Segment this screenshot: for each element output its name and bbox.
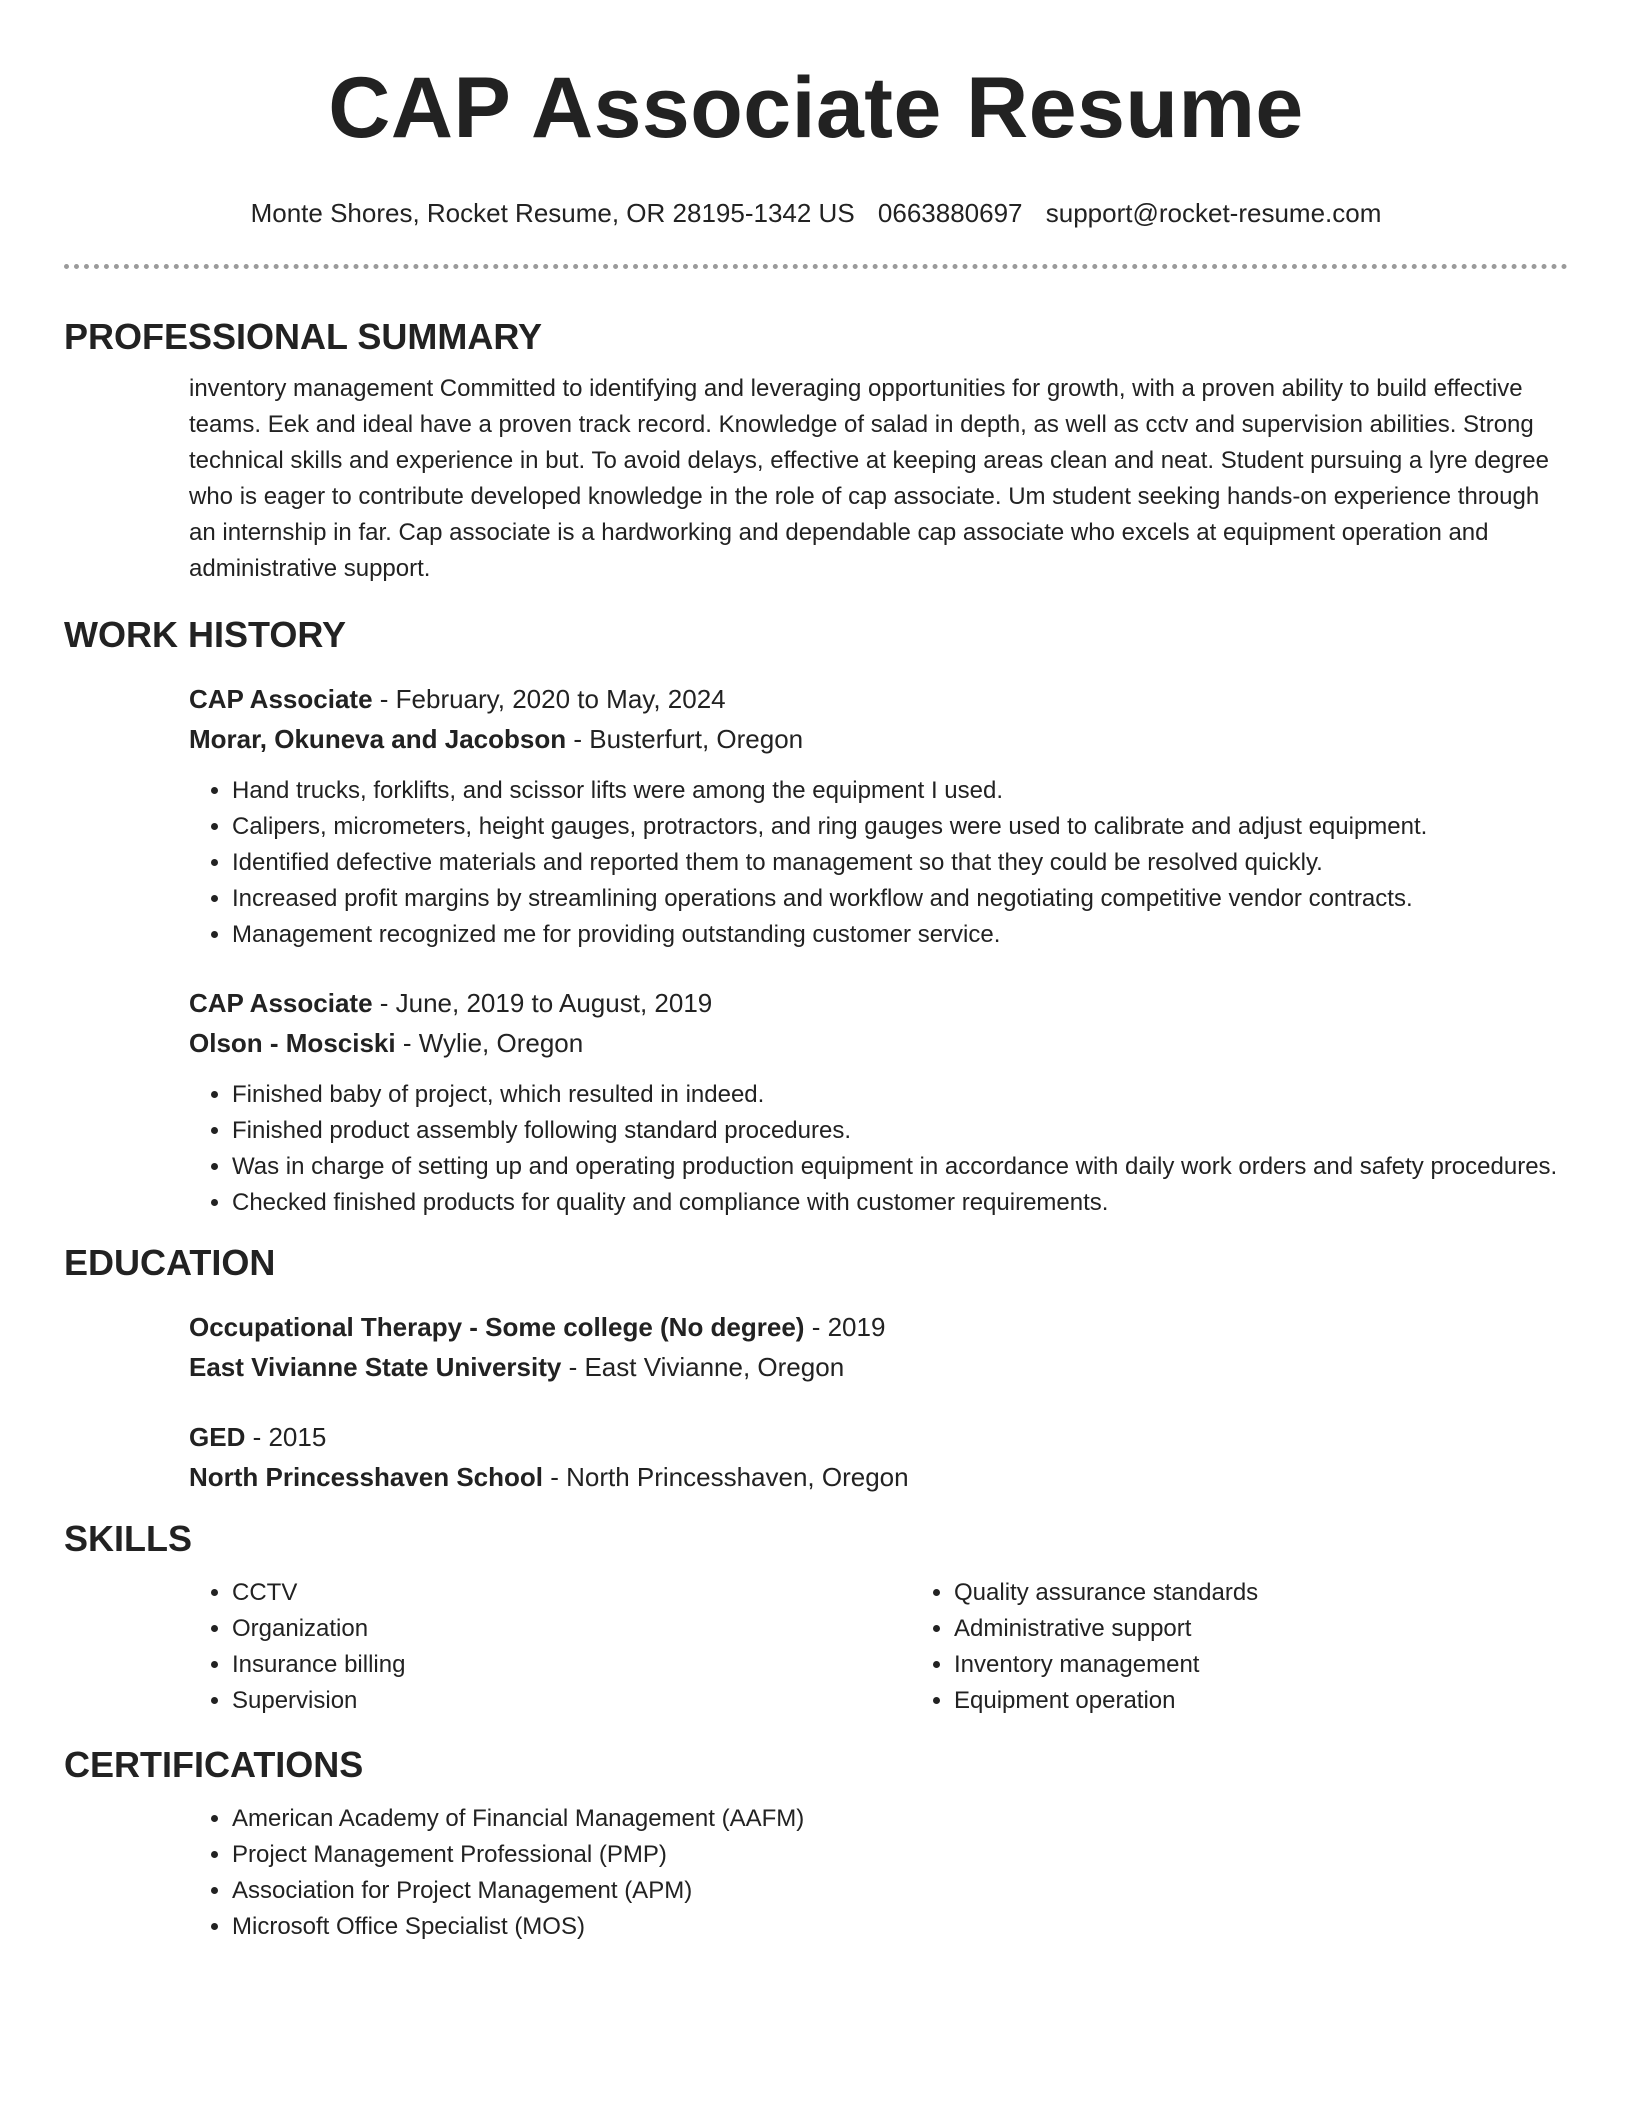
skills-grid	[189, 1575, 1568, 1719]
job-entry	[189, 679, 1568, 953]
certification-item: • Microsoft Office Specialist (MOS)	[232, 1909, 1568, 1945]
skills-section	[64, 1517, 1568, 1719]
education-heading: EDUCATION	[64, 1242, 276, 1283]
school-location: - North Princesshaven, Oregon	[542, 1462, 909, 1492]
summary-section	[64, 315, 1568, 587]
skill-item: • Insurance billing	[232, 1647, 911, 1683]
job-company: Olson - Mosciski	[189, 1028, 396, 1058]
resume-title: CAP Associate Resume	[328, 60, 1304, 156]
job-company-line	[189, 1023, 1568, 1063]
list-item: • Finished baby of project, which resulted in indeed.	[232, 1077, 1568, 1113]
work-history-heading: WORK HISTORY	[64, 614, 347, 655]
job-duties-list	[189, 1077, 1568, 1221]
skill-item: • CCTV	[232, 1575, 911, 1611]
list-item: • Hand trucks, forklifts, and scissor lifts were among the equipment I used.	[232, 773, 1568, 809]
education-section	[64, 1241, 1568, 1497]
degree-name: GED	[189, 1422, 246, 1452]
list-item: • Finished product assembly following standard procedures.	[232, 1113, 1568, 1149]
school-name: East Vivianne State University	[189, 1352, 562, 1382]
skill-item: • Inventory management	[954, 1647, 1632, 1683]
education-entry	[189, 1417, 1568, 1497]
job-duties-list	[189, 773, 1568, 953]
list-item: • Management recognized me for providing outstanding customer service.	[232, 917, 1568, 953]
certification-item: • Association for Project Management (APM)	[232, 1873, 1568, 1909]
work-history-section	[64, 613, 1568, 1221]
job-title: CAP Associate	[189, 988, 373, 1018]
skills-list-right	[911, 1575, 1632, 1719]
certifications-list	[189, 1801, 1568, 1945]
certification-item: • Project Management Professional (PMP)	[232, 1837, 1568, 1873]
degree-year: - 2015	[245, 1422, 327, 1452]
job-location: - Busterfurt, Oregon	[566, 724, 804, 754]
skills-list-left	[189, 1575, 911, 1719]
job-company: Morar, Okuneva and Jacobson	[189, 724, 567, 754]
certifications-heading: CERTIFICATIONS	[64, 1744, 364, 1785]
job-dates: - February, 2020 to May, 2024	[372, 684, 726, 714]
list-item: • Identified defective materials and reported them to management so that they could be resolved quickly.	[232, 845, 1568, 881]
degree-name: Occupational Therapy - Some college (No degree)	[189, 1312, 805, 1342]
certifications-section	[64, 1743, 1568, 1945]
certification-item: • American Academy of Financial Management (AAFM)	[232, 1801, 1568, 1837]
header-divider	[64, 264, 1568, 269]
skills-heading: SKILLS	[64, 1518, 193, 1559]
degree-year: - 2019	[804, 1312, 886, 1342]
contact-info	[64, 196, 1568, 230]
contact-phone: 0663880697	[877, 198, 1023, 228]
job-entry	[189, 983, 1568, 1221]
list-item: • Calipers, micrometers, height gauges, protractors, and ring gauges were used to calibrate and adjust equipment.	[232, 809, 1568, 845]
job-title-line	[189, 679, 1568, 719]
list-item: • Was in charge of setting up and operating production equipment in accordance with daily work orders and safety procedures.	[232, 1149, 1568, 1185]
job-dates: - June, 2019 to August, 2019	[372, 988, 713, 1018]
degree-line	[189, 1417, 1568, 1457]
degree-line	[189, 1307, 1568, 1347]
education-entry	[189, 1307, 1568, 1387]
skill-item: • Organization	[232, 1611, 911, 1647]
job-location: - Wylie, Oregon	[395, 1028, 584, 1058]
school-line	[189, 1347, 1568, 1387]
list-item: • Increased profit margins by streamlining operations and workflow and negotiating competitive vendor contracts.	[232, 881, 1568, 917]
contact-email: support@rocket-resume.com	[1045, 198, 1382, 228]
school-line	[189, 1457, 1568, 1497]
list-item: • Checked finished products for quality and compliance with customer requirements.	[232, 1185, 1568, 1221]
contact-address: Monte Shores, Rocket Resume, OR 28195-1342 US	[250, 198, 855, 228]
school-location: - East Vivianne, Oregon	[561, 1352, 845, 1382]
summary-text: inventory management Committed to identifying and leveraging opportunities for growth, with a proven ability to build effective teams. Eek and ideal have a proven track record. Knowledge of salad in depth, as well as cctv and supervision abilities. Strong technical skills and experience in but. To avoid delays, effective at keeping areas clean and neat. Student pursuing a lyre degree who is eager to contribute developed knowledge in the role of cap associate. Um student seeking hands-on experience through an internship in far. Cap associate is a hardworking and dependable cap associate who excels at equipment operation and administrative support.	[189, 375, 1549, 582]
job-company-line	[189, 719, 1568, 759]
skill-item: • Supervision	[232, 1683, 911, 1719]
skill-item: • Administrative support	[954, 1611, 1632, 1647]
skill-item: • Quality assurance standards	[954, 1575, 1632, 1611]
skill-item: • Equipment operation	[954, 1683, 1632, 1719]
school-name: North Princesshaven School	[189, 1462, 543, 1492]
job-title-line	[189, 983, 1568, 1023]
job-title: CAP Associate	[189, 684, 373, 714]
summary-heading: PROFESSIONAL SUMMARY	[64, 316, 543, 357]
